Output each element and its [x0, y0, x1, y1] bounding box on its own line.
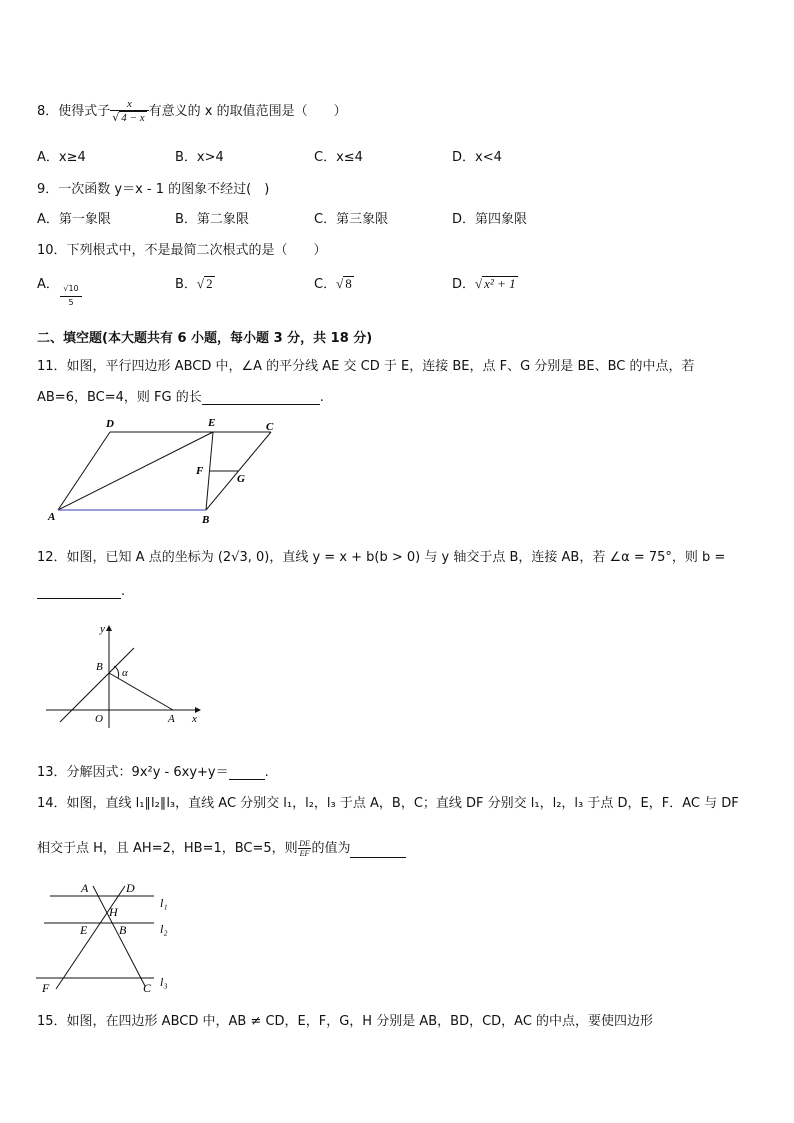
- q14-fraction: $\frac{DE}{EF}$: [299, 839, 310, 858]
- q12-line-y-eq-x-plus-b: [60, 648, 134, 722]
- q12-line2: .: [37, 584, 125, 599]
- q14-label-e: E: [80, 923, 88, 937]
- q11-line2: AB=6，BC=4，则 FG 的长 .: [37, 390, 324, 405]
- q11-side-ad: [58, 432, 110, 510]
- q8-option-a: A．x≥4: [37, 150, 86, 165]
- q9-option-b: B．第二象限: [175, 212, 249, 227]
- q11-figure: [30, 412, 300, 527]
- q14-label-l2: l₂: [160, 922, 168, 936]
- q8-frac-num: x: [127, 98, 132, 110]
- q14-answer-blank: [350, 843, 406, 858]
- q14-line1: 14．如图，直线 l₁∥l₂∥l₃，直线 AC 分别交 l₁，l₂，l₃ 于点 A，B，C；直线 DF 分别交 l₁，l₂，l₃ 于点 D，E，F．AC 与 DF: [37, 796, 739, 811]
- q8-option-b: B．x>4: [175, 150, 224, 165]
- q12-label-b: B: [96, 661, 103, 673]
- q11-line1: 11．如图，平行四边形 ABCD 中，∠A 的平分线 AE 交 CD 于 E，连接 BE，点 F、G 分别是 BE、BC 的中点，若: [37, 359, 695, 374]
- q10-d-radicand: x² + 1: [484, 276, 516, 291]
- q14-label-f: F: [42, 981, 50, 995]
- q13-answer-blank: [229, 765, 265, 780]
- q14-label-a: A: [81, 881, 89, 895]
- q10-c-radicand: 8: [345, 276, 352, 291]
- q12-answer-blank: [37, 584, 121, 599]
- q11-label-e: E: [208, 417, 216, 429]
- q8-option-d: D．x<4: [452, 150, 502, 165]
- q11-label-f: F: [196, 465, 204, 477]
- q9-stem: 9．一次函数 y＝x - 1 的图象不经过( ): [37, 182, 270, 197]
- q8-stem: [37, 98, 347, 125]
- q12-segment-ab: [109, 673, 173, 710]
- q14-label-b: B: [119, 923, 127, 937]
- q8-fraction: [110, 98, 148, 125]
- q12-label-a: A: [168, 713, 175, 725]
- q8-option-c: C．x≤4: [314, 150, 363, 165]
- q10-option-b: B．√ 2: [175, 276, 213, 292]
- q10-a-num: √10: [63, 284, 79, 293]
- q12-label-o: O: [95, 713, 103, 725]
- q14-label-h: H: [109, 905, 118, 919]
- q15-stem: 15．如图，在四边形 ABCD 中，AB ≠ CD，E，F，G，H 分别是 AB，BD，CD，AC 的中点，要使四边形: [37, 1014, 654, 1029]
- q12-label-y: y: [100, 623, 105, 635]
- q14-label-l3: l₃: [160, 975, 168, 989]
- q11-answer-blank: [202, 390, 320, 405]
- q10-option-a: A．: [37, 277, 59, 292]
- q10-option-c: C．√ 8: [314, 276, 352, 292]
- q13-stem: 13．分解因式：9x²y - 6xy+y＝ .: [37, 765, 269, 780]
- section2-title: 二、填空题(本大题共有 6 小题，每小题 3 分，共 18 分): [37, 331, 373, 346]
- q9-option-d: D．第四象限: [452, 212, 528, 227]
- q9-option-c: C．第三象限: [314, 212, 389, 227]
- q11-label-g: G: [237, 473, 245, 485]
- q14-label-l1: l₁: [160, 896, 168, 910]
- q10-stem: 10．下列根式中，不是最简二次根式的是（ ）: [37, 243, 327, 258]
- q8-prefix: 8．使得式子: [37, 104, 111, 119]
- q10-option-a-fraction: [60, 284, 82, 308]
- q10-a-den: 5: [60, 296, 82, 308]
- q14-figure: [30, 874, 190, 998]
- q12-label-x: x: [192, 713, 197, 725]
- q11-label-b: B: [202, 514, 210, 526]
- q14-label-c: C: [143, 981, 152, 995]
- q12-line1: 12．如图，已知 A 点的坐标为 (2√3, 0)，直线 y = x + b(b > 0) 与 y 轴交于点 B，连接 AB，若 ∠α = 75°，则 b =: [37, 550, 726, 565]
- q10-option-d: D．√ x² + 1: [452, 276, 516, 292]
- q11-label-a: A: [48, 511, 56, 523]
- q14-line2: 相交于点 H，且 AH=2，HB=1，BC=5，则 $\frac{DE}{EF}$ 的值为: [37, 837, 406, 858]
- q11-label-c: C: [266, 421, 274, 433]
- q8-suffix: 有意义的 x 的取值范围是（ ）: [148, 104, 347, 119]
- q10-b-radicand: 2: [206, 276, 213, 291]
- q11-label-d: D: [106, 418, 114, 430]
- q14-line-df: [56, 886, 125, 989]
- q12-label-alpha: α: [122, 667, 128, 679]
- q14-label-d: D: [126, 881, 135, 895]
- q8-frac-den: √ 4 − x: [110, 110, 148, 125]
- q9-option-a: A．第一象限: [37, 212, 111, 227]
- q12-figure: [40, 620, 210, 732]
- q11-segment-ae: [58, 432, 213, 510]
